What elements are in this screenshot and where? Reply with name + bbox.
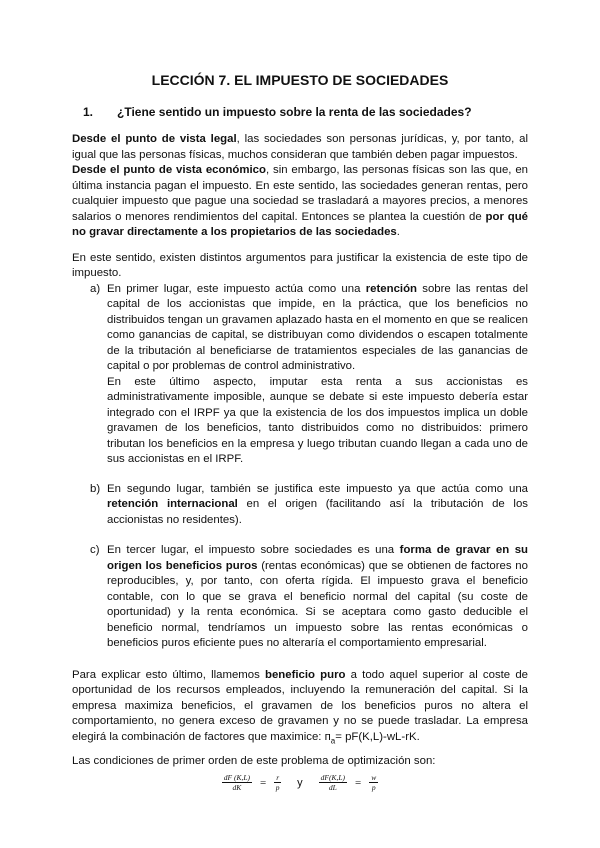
list-label: c) [90, 544, 100, 556]
text: a todo aquel superior al coste de oportunidad de los recursos empleados, incluyendo la remuneración del capital. Si la empresa maximiza beneficios, el gravamen de los beneficios puros no altera el comportamiento, no genera exceso de gravamen y no se puede trasladar. La empresa elegirá la combinación de factores que maximice: [72, 668, 528, 743]
bold-text: beneficio puro [265, 668, 346, 681]
profit-symbol: п [324, 730, 331, 743]
equals: = [355, 776, 362, 789]
list-item-a [90, 282, 528, 468]
bold-text: forma de gravar en su origen los beneficios puros [107, 544, 529, 572]
numerator: r [276, 773, 280, 783]
profit-subscript: a [330, 735, 336, 745]
page-title: LECCIÓN 7. EL IMPUESTO DE SOCIEDADES [151, 72, 449, 88]
text: en el origen (facilitando así la tributación de los accionistas no residentes). [107, 498, 528, 526]
first-order-conditions [0, 772, 600, 794]
text: sobre las rentas del capital de los accionistas que impide, en la práctica, que los beneficios no distribuidos tengan un gravamen aplazado hasta en el momento en que se realicen como ganancias de capital, se distribuyan como dividendos o escapen totalmente de la tributación al beneficiarse de tratamientos especiales de las ganancias de capital o por problemas de control administrativo. [107, 282, 528, 372]
text: (rentas económicas) que se obtienen de factores no reproducibles, y, por tanto, con oferta rígida. El impuesto grava el beneficio contable, con lo que se grava el beneficio normal del capital (su coste de oportunidad) y la renta económica. Si se aceptara como gasto deducible el beneficio normal, tendríamos un impuesto sobre las rentas económicas o beneficios puros eficiente pues no alteraría el comportamiento empresarial. [107, 559, 528, 649]
text: En primer lugar, este impuesto actúa como una [107, 282, 366, 295]
text: , las sociedades son personas jurídicas, y, por tanto, al igual que las personas físicas, muchos consideran que también deben pagar impuestos. [72, 133, 528, 161]
fraction-r-p [274, 773, 281, 792]
list-label: b) [90, 482, 101, 495]
numerator: w [371, 773, 377, 783]
text: , sin embargo, las personas físicas son las que, en última instancia pagan el impuesto. En este sentido, las sociedades generan rentas, pero cualquier impuesto que pague una sociedad se trasladará a mayores precios, a menores salarios o menores rendimientos del capital. Entonces se plantea la cuestión de [72, 164, 528, 223]
section-number: 1. [83, 105, 94, 119]
denominator: dK [232, 783, 242, 793]
paragraph-conditions: Las condiciones de primer orden de este problema de optimización son: [72, 755, 436, 767]
bold-text: Desde el punto de vista económico [72, 164, 266, 176]
equals: = [260, 776, 267, 789]
denominator: dL [328, 783, 337, 793]
bold-text: por qué no gravar directamente a los propietarios de las sociedades [72, 210, 528, 238]
fraction-w-p [369, 773, 378, 792]
list-item-c [90, 543, 528, 652]
conjunction: y [297, 776, 303, 789]
denominator: p [371, 783, 376, 793]
paragraph-pure-profit [72, 668, 528, 746]
paragraph-legal-economic [72, 132, 528, 241]
bold-text: retención [365, 282, 417, 295]
numerator: dF(K,L) [320, 773, 346, 783]
text: . [396, 226, 400, 238]
text: Para explicar esto último, llamemos [72, 668, 265, 681]
numerator: dF (K,L) [223, 773, 250, 783]
fraction-dFdL [319, 773, 347, 792]
profit-formula: = pF(K,L)-wL-rK. [335, 730, 420, 743]
bold-text: retención internacional [107, 498, 238, 510]
section-heading [83, 105, 528, 120]
list-item-b [90, 482, 528, 529]
text: En segundo lugar, también se justifica este impuesto ya que actúa como una [107, 482, 528, 495]
paragraph-arguments: En este sentido, existen distintos argumentos para justificar la existencia de este tipo de impuesto. [72, 251, 528, 279]
section-title: ¿Tiene sentido un impuesto sobre la renta de las sociedades? [117, 105, 472, 119]
fraction-dFdK [222, 773, 252, 792]
text: En este último aspecto, imputar esta renta a sus accionistas es administrativamente imposible, aunque se debate si este impuesto debería estar integrado con el IRPF ya que la existencia de los dos impuestos implica un doble gravamen de los beneficios, tanto distribuidos como no distribuidos: primero tributan los beneficios en la empresa y luego tributan cuando llegan a cada uno de sus accionistas en el IRPF. [107, 375, 528, 465]
denominator: p [275, 783, 280, 793]
text: En tercer lugar, el impuesto sobre sociedades es una [107, 544, 400, 556]
bold-text: Desde el punto de vista legal [72, 133, 237, 145]
list-label: a) [90, 282, 101, 295]
